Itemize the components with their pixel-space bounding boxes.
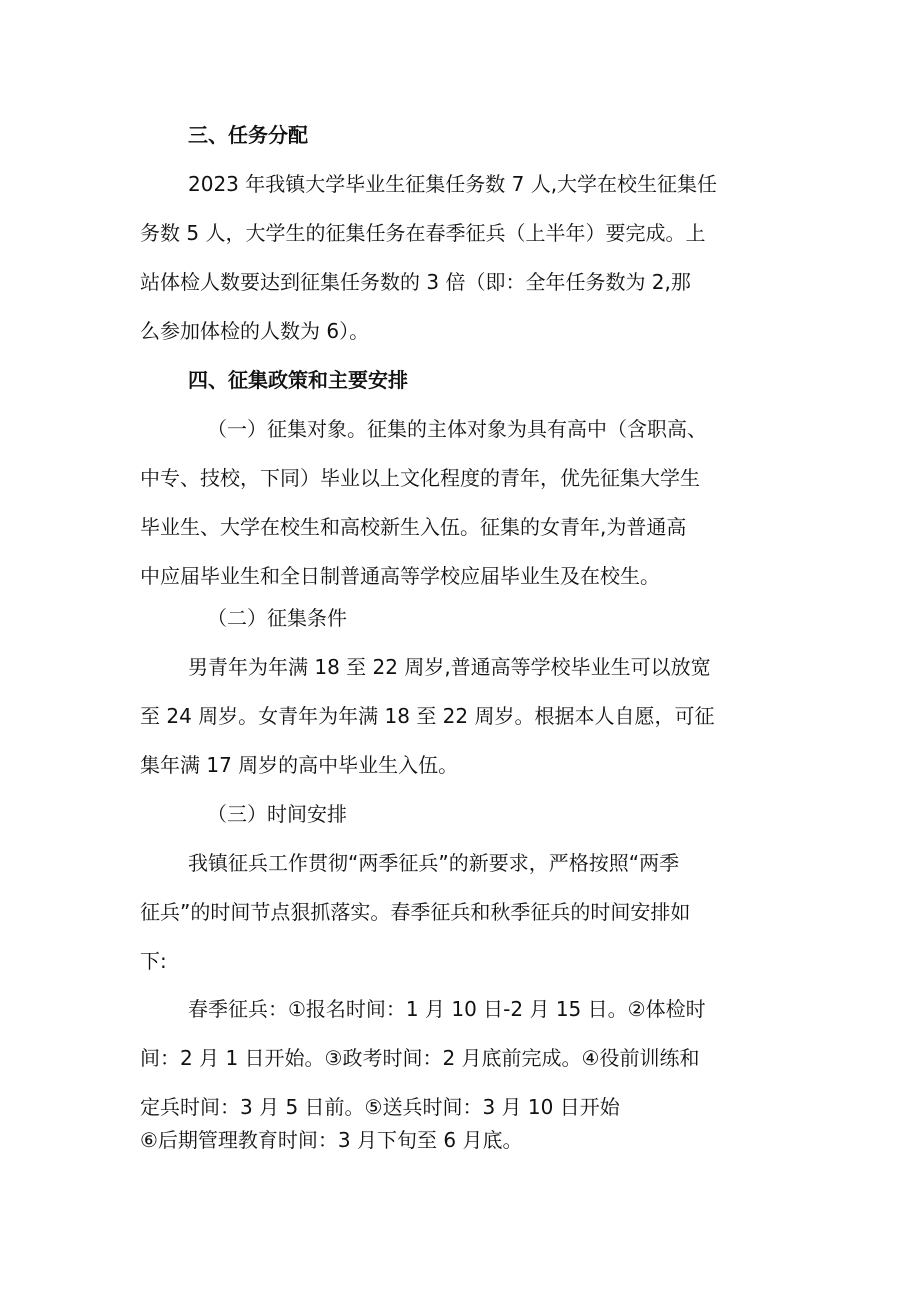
section-heading-policy-arrangement: 四、征集政策和主要安排 [188,368,408,392]
paragraph-line: 至 24 周岁。女青年为年满 18 至 22 周岁。根据本人自愿，可征 [140,704,715,728]
paragraph-line: ⑥后期管理教育时间：3 月下旬至 6 月底。 [140,1128,523,1152]
paragraph-line: 么参加体检的人数为 6）。 [140,319,370,343]
paragraph-line: 男青年为年满 18 至 22 周岁,普通高等学校毕业生可以放宽 [188,655,711,679]
paragraph-line: 务数 5 人，大学生的征集任务在春季征兵（上半年）要完成。上 [140,221,706,245]
section-heading-task-allocation: 三、任务分配 [188,123,308,147]
paragraph-line: 2023 年我镇大学毕业生征集任务数 7 人,大学在校生征集任 [188,172,718,196]
paragraph-line: 站体检人数要达到征集任务数的 3 倍（即：全年任务数为 2,那 [140,270,691,294]
paragraph-line: 集年满 17 周岁的高中毕业生入伍。 [140,753,459,777]
paragraph-line: 征兵”的时间节点狠抓落实。春季征兵和秋季征兵的时间安排如 [140,900,691,924]
subsection-title-recruitment-target: （一）征集对象。征集的主体对象为具有高中（含职高、 [207,417,707,441]
paragraph-line: 中应届毕业生和全日制普通高等学校应届毕业生及在校生。 [140,564,660,588]
paragraph-line: 间：2 月 1 日开始。③政考时间：2 月底前完成。④役前训练和 [140,1046,700,1070]
paragraph-line: 中专、技校，下同）毕业以上文化程度的青年，优先征集大学生 [140,466,700,490]
paragraph-line: 我镇征兵工作贯彻“两季征兵”的新要求，严格按照“两季 [188,851,680,875]
subsection-title-recruitment-conditions: （二）征集条件 [207,606,347,630]
paragraph-line: 毕业生、大学在校生和高校新生入伍。征集的女青年,为普通高 [140,515,687,539]
subsection-title-schedule: （三）时间安排 [207,802,347,826]
paragraph-line: 定兵时间：3 月 5 日前。⑤送兵时间：3 月 10 日开始 [140,1095,620,1119]
paragraph-line: 下: [140,949,167,973]
paragraph-line: 春季征兵：①报名时间：1 月 10 日-2 月 15 日。②体检时 [188,997,706,1021]
